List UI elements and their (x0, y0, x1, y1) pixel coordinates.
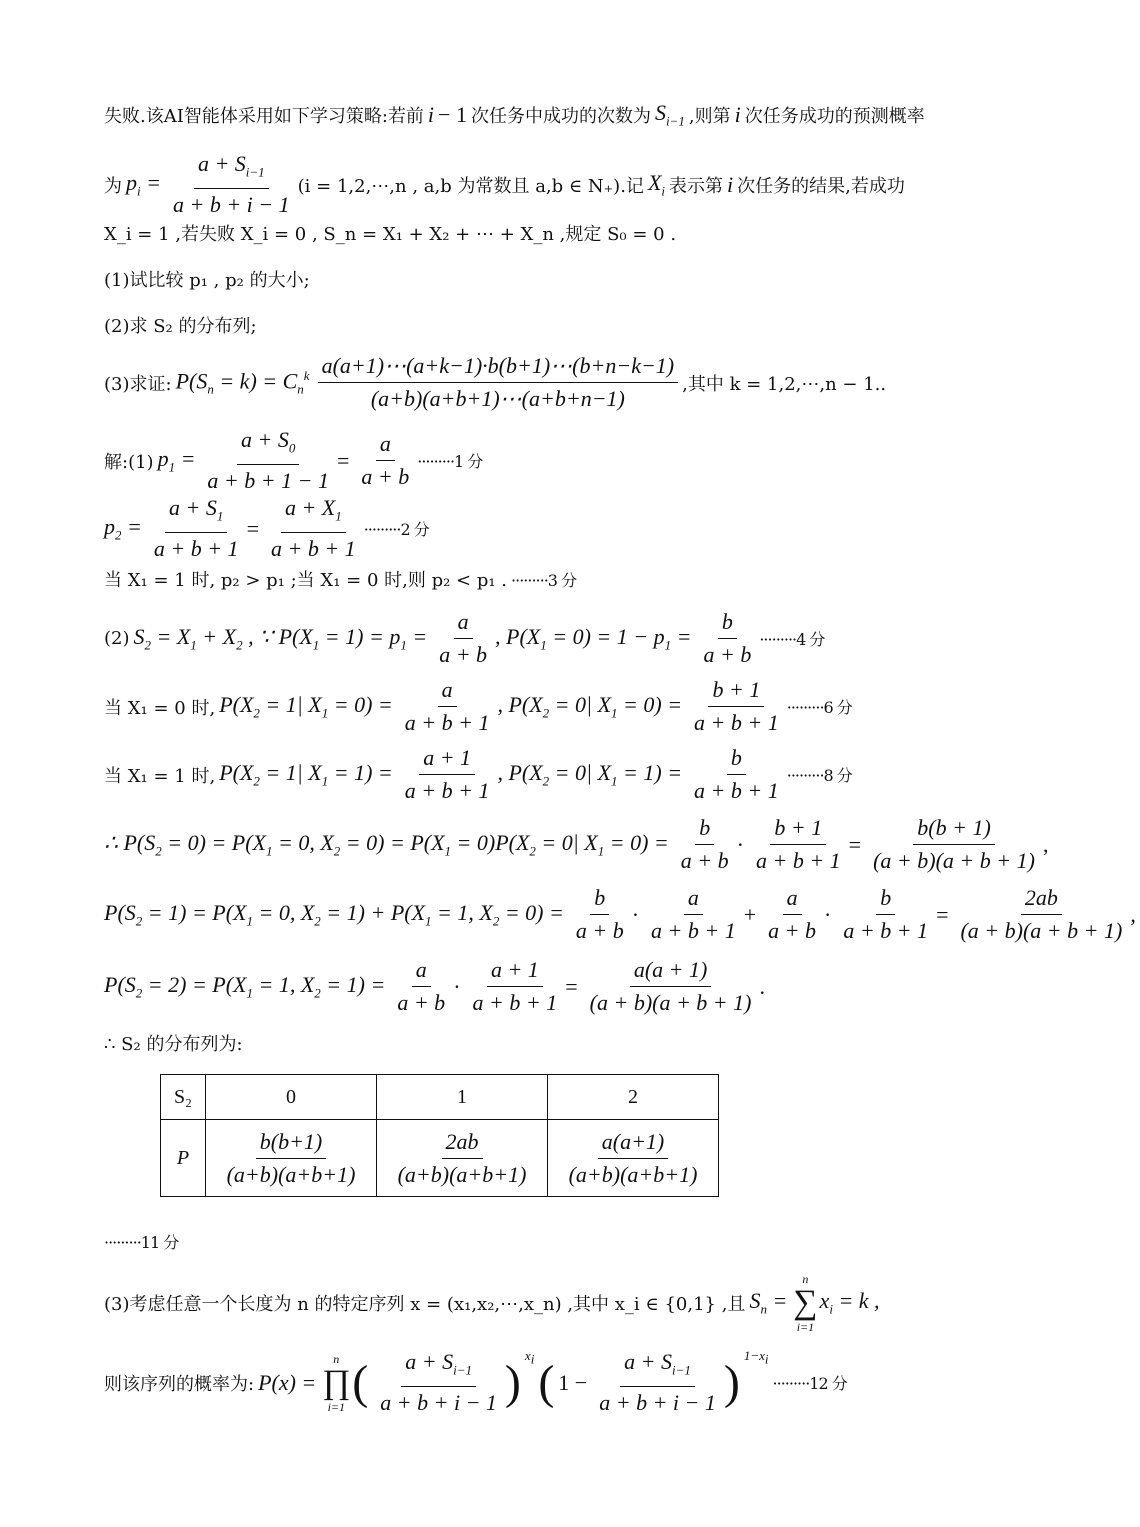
solution-1-compare: 当 X₁ = 1 时, p₂ > p₁ ;当 X₁ = 0 时,则 p₂ < p₁ . ·········3 分 (104, 570, 577, 591)
fraction: $\frac{a + S_1}{a + b + 1}$ (153, 495, 239, 562)
fraction: $\frac{b(b + 1)}{(a + b)(a + b + 1)}$ (873, 815, 1035, 873)
solution-1-line-1: 解:(1) $p_1$ = $\frac{a + S_0}{a + b + 1 - 1}$ = $\frac{a}{a + b}$ ·········1 分 (104, 427, 483, 494)
math: $S_{i-1}$ (654, 100, 685, 129)
intro-text: (i = 1,2,⋯,n , a,b 为常数且 a,b ∈ N₊).记 (297, 175, 644, 197)
solution-2-line-5: $P(S_2 = 1) = P(X_1 = 0$, $X_2 = 1) + P(X_1 = 1$, $X_2 = 0$) = $\frac{b}{a + b}$ · $\frac{a}{a + b + 1}$ + $\frac{a}{a + b}$ · $\frac{b}{a + b + 1}$ = $\frac{2ab}{(a + b)(a + b + 1)}$ , (104, 885, 1136, 943)
distribution-table (160, 1074, 719, 1197)
fraction: $\frac{b}{a + b}$ (703, 609, 752, 667)
fraction: $\frac{a + 1}{a + b + 1}$ (472, 957, 558, 1015)
solution-2-line-3: 当 X₁ = 1 时, $P(X_2 = 1|$ $X_1 = 1$) = $\frac{a + 1}{a + b + 1}$ , $P(X_2 = 0|$ $X_1 = 1$) = $\frac{b}{a + b + 1}$ ·········8 分 (104, 745, 852, 803)
table-cell: $\frac{2ab}{(a+b)(a+b+1)}$ (377, 1120, 548, 1197)
math: i (427, 101, 435, 127)
fraction: $\frac{b + 1}{a + b + 1}$ (755, 815, 841, 873)
question-3: (3)求证: $P(S_n = k) = C_n^k$ $\frac{a(a+1)\cdots(a+k-1)\cdot b(b+1)\cdots(b+n-k-1)}{(a+b)(a+b+1)\cdots(a+b+n-1)}$ ,其中 k = 1,2,⋯,n − 1.. (104, 353, 887, 411)
solution-1-line-2: $p_2$ = $\frac{a + S_1}{a + b + 1}$ = $\frac{a + X_1}{a + b + 1}$ ·········2 分 (104, 495, 429, 562)
intro-line-2 (104, 150, 909, 219)
fraction: $\frac{a + S_{i-1}}{a + b + i - 1}$ (172, 151, 290, 218)
intro-text: 次任务成功的预测概率 (744, 105, 925, 127)
fraction: $\frac{b}{a + b}$ (680, 815, 729, 873)
fraction: $\frac{a}{a + b}$ (768, 885, 817, 943)
fraction: $\frac{a}{a + b}$ (361, 431, 410, 490)
solution-2-line-2: 当 X₁ = 0 时, $P(X_2 = 1|$ $X_1 = 0$) = $\frac{a}{a + b + 1}$ , $P(X_2 = 0|$ $X_1 = 0$) = $\frac{b + 1}{a + b + 1}$ ·········6 分 (104, 677, 852, 735)
question-2: (2)求 S₂ 的分布列; (104, 316, 257, 337)
fraction: $\frac{a(a + 1)}{(a + b)(a + b + 1)}$ (589, 957, 752, 1015)
fraction: $\frac{b}{a + b + 1}$ (843, 885, 929, 943)
table-cell: $\frac{a(a+1)}{(a+b)(a+b+1)}$ (548, 1120, 719, 1197)
table-header-row (161, 1075, 719, 1120)
intro-text: ,则第 (688, 105, 731, 127)
fraction: $\frac{a + S_{i-1}}{a + b + i - 1}$ (599, 1349, 716, 1416)
fraction: $\frac{a}{a + b + 1}$ (651, 885, 736, 943)
math: $X_i$ (647, 170, 666, 199)
fraction: $\frac{a + X_1}{a + b + 1}$ (270, 495, 356, 562)
intro-text: 次任务的结果,若成功 (737, 175, 905, 197)
table-cell: P (161, 1120, 206, 1197)
intro-line-3 (104, 220, 680, 246)
fraction: $\frac{b}{a + b + 1}$ (694, 745, 779, 803)
math: i (727, 171, 734, 197)
intro-text: 为 (104, 175, 122, 197)
solution-2-line-1: (2) $S_2 = X_1 + X_2$ , ∵ $P(X_1 = 1) = p_1$ = $\frac{a}{a + b}$ , $P(X_1 = 0) = 1 - p_1$ = $\frac{b}{a + b}$ ·········4 分 (104, 609, 825, 667)
product-symbol: n ∏ i=1 (322, 1351, 351, 1414)
solution-3-line-1: (3)考虑任意一个长度为 n 的特定序列 x = (x₁,x₂,⋯,x_n) ,其中 x_i ∈ {0,1} ,且 $S_n$ = n ∑ i=1 $x_i = k$ , (104, 1272, 880, 1334)
fraction: $\frac{a + 1}{a + b + 1}$ (404, 745, 490, 803)
fraction: $\frac{b + 1}{a + b + 1}$ (694, 677, 779, 735)
math: $p_i$ = (126, 170, 161, 199)
solution-2-line-6: $P(S_2 = 2) = P(X_1 = 1$, $X_2 = 1$) = $\frac{a}{a + b}$ · $\frac{a + 1}{a + b + 1}$ = $\frac{a(a + 1)}{(a + b)(a + b + 1)}$ . (104, 957, 765, 1015)
intro-text: 次任务中成功的次数为 (470, 105, 651, 127)
sum-symbol: n ∑ i=1 (793, 1272, 818, 1334)
fraction: $\frac{a + S_{i-1}}{a + b + i - 1}$ (380, 1349, 497, 1416)
fraction: $\frac{2ab}{(a + b)(a + b + 1)}$ (960, 885, 1123, 943)
math: i (734, 101, 741, 127)
intro-text: X_i = 1 ,若失败 X_i = 0 , S_n = X₁ + X₂ + ⋯ + X_n ,规定 S₀ = 0 . (104, 224, 677, 245)
intro-line-1: 失败.该AI智能体采用如下学习策略:若前 i − 1 次任务中成功的次数为 $S_{i-1}$ ,则第 i 次任务成功的预测概率 (104, 100, 925, 129)
fraction: $\frac{a}{a + b}$ (397, 957, 446, 1015)
fraction: $\frac{a + S_0}{a + b + 1 - 1}$ (207, 427, 329, 494)
fraction: $\frac{a(a+1)\cdots(a+k-1)\cdot b(b+1)\cdots(b+n-k-1)}{(a+b)(a+b+1)\cdots(a+b+n-1)}$ (318, 352, 679, 413)
question-1: (1)试比较 p₁ , p₂ 的大小; (104, 270, 310, 291)
table-cell: 0 (206, 1075, 377, 1120)
fraction: $\frac{a}{a + b}$ (439, 609, 488, 667)
table-cell: S₂ (161, 1075, 206, 1120)
table-cell: $\frac{b(b+1)}{(a+b)(a+b+1)}$ (206, 1120, 377, 1197)
score-11: ·········11 分 (104, 1233, 179, 1252)
table-cell: 2 (548, 1075, 719, 1120)
dist-label: ∴ S₂ 的分布列为: (104, 1034, 243, 1055)
solution-2-line-4: ∴ $P(S_2 = 0) = P(X_1 = 0$, $X_2 = 0) = P(X_1 = 0)P(X_2 = 0|$ $X_1 = 0$) = $\frac{b}{a + b}$ · $\frac{b + 1}{a + b + 1}$ = $\frac{b(b + 1)}{(a + b)(a + b + 1)}$ , (104, 815, 1049, 873)
table-cell: 1 (377, 1075, 548, 1120)
intro-text: 表示第 (669, 175, 724, 197)
solution-3-line-2: 则该序列的概率为: P(x) = n ∏ i=1 ( $\frac{a + S_{i-1}}{a + b + i - 1}$ ) $x_i$ ( 1 − $\frac{a + S_{i-1}}{a + b + i - 1}$ ) $1-x_i$ ·········12 分 (104, 1348, 847, 1416)
fraction: $\frac{a}{a + b + 1}$ (404, 677, 490, 735)
fraction: $\frac{b}{a + b}$ (575, 885, 624, 943)
table-row (161, 1120, 719, 1197)
intro-text: 失败.该AI智能体采用如下学习策略:若前 (104, 105, 424, 127)
